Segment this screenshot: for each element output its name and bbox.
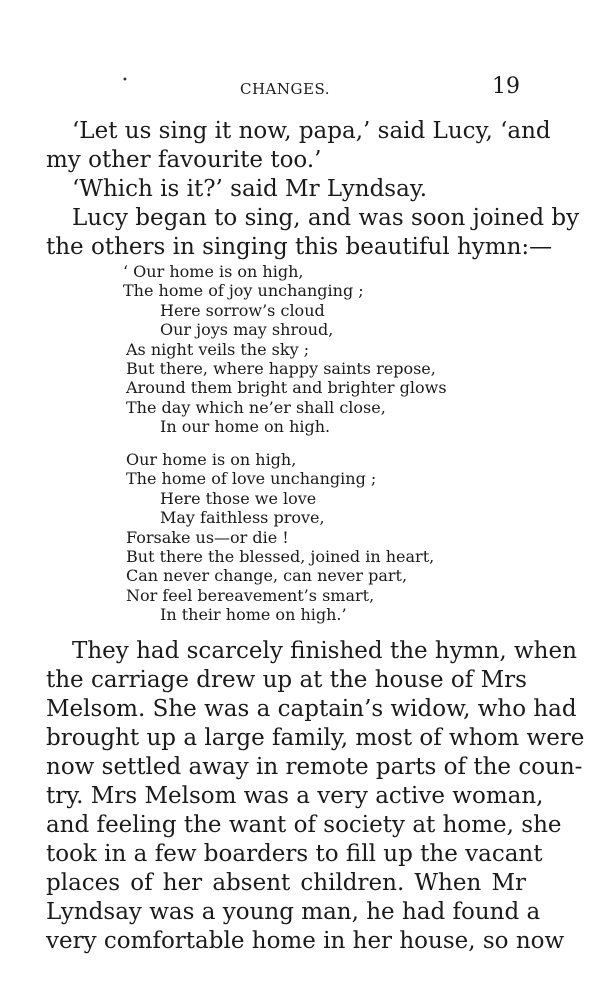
verse-line: Our joys may shroud,	[160, 320, 334, 340]
verse-line: The day which ne’er shall close,	[126, 397, 386, 417]
text-line: took in a few boarders to fill up the vacant	[46, 841, 543, 867]
page-header	[0, 72, 611, 102]
verse-line: Nor feel bereavement’s smart,	[126, 585, 375, 605]
text-line: ‘Let us sing it now, papa,’ said Lucy, ‘and	[72, 118, 551, 144]
verse-line: The home of love unchanging ;	[126, 469, 377, 489]
running-title: CHANGES.	[240, 80, 330, 98]
text-line: and feeling the want of society at home, she	[46, 812, 562, 838]
text-line: They had scarcely finished the hymn, when	[72, 638, 577, 664]
verse-line: But there, where happy saints repose,	[126, 359, 436, 379]
text-line: brought up a large family, most of whom were	[46, 725, 585, 751]
verse-line: Our home is on high,	[126, 450, 297, 469]
verse-line: May faithless prove,	[160, 508, 325, 528]
ink-speck: •	[122, 75, 128, 86]
verse-line: As night veils the sky ;	[126, 339, 310, 359]
verse-line: ‘ Our home is on high,	[123, 262, 304, 281]
text-line: Melsom. She was a captain’s widow, who had	[46, 696, 577, 722]
text-line: my other favourite too.’	[46, 147, 322, 173]
hymn-stanza-1	[123, 262, 447, 437]
text-line: very comfortable home in her house, so now	[46, 928, 565, 954]
text-line: the carriage drew up at the house of Mrs	[46, 667, 527, 693]
narrative-paragraph	[46, 637, 585, 956]
text-line: now settled away in remote parts of the coun-	[46, 754, 583, 780]
text-line: try. Mrs Melsom was a very active woman,	[46, 783, 544, 809]
text-line: the others in singing this beautiful hymn:—	[46, 234, 553, 260]
page-number: 19	[492, 74, 520, 99]
text-line: ‘Which is it?’ said Mr Lyndsay.	[72, 176, 428, 202]
text-line: Lyndsay was a young man, he had found a	[46, 899, 541, 925]
text-line: places of her absent children. When Mr	[46, 870, 526, 896]
verse-line: Around them bright and brighter glows	[126, 378, 447, 398]
verse-line: The home of joy unchanging ;	[123, 281, 364, 301]
verse-line: Forsake us—or die !	[126, 527, 289, 547]
text-line: Lucy began to sing, and was soon joined by	[72, 205, 580, 231]
opening-paragraphs	[46, 117, 580, 262]
verse-line: In their home on high.’	[160, 605, 347, 625]
verse-line: Here those we love	[160, 488, 317, 508]
hymn-stanza-2	[123, 450, 434, 625]
verse-line: Can never change, can never part,	[126, 566, 408, 586]
verse-line: Here sorrow’s cloud	[160, 300, 325, 320]
verse-line: But there the blessed, joined in heart,	[126, 547, 435, 567]
verse-line: In our home on high.	[160, 417, 331, 437]
